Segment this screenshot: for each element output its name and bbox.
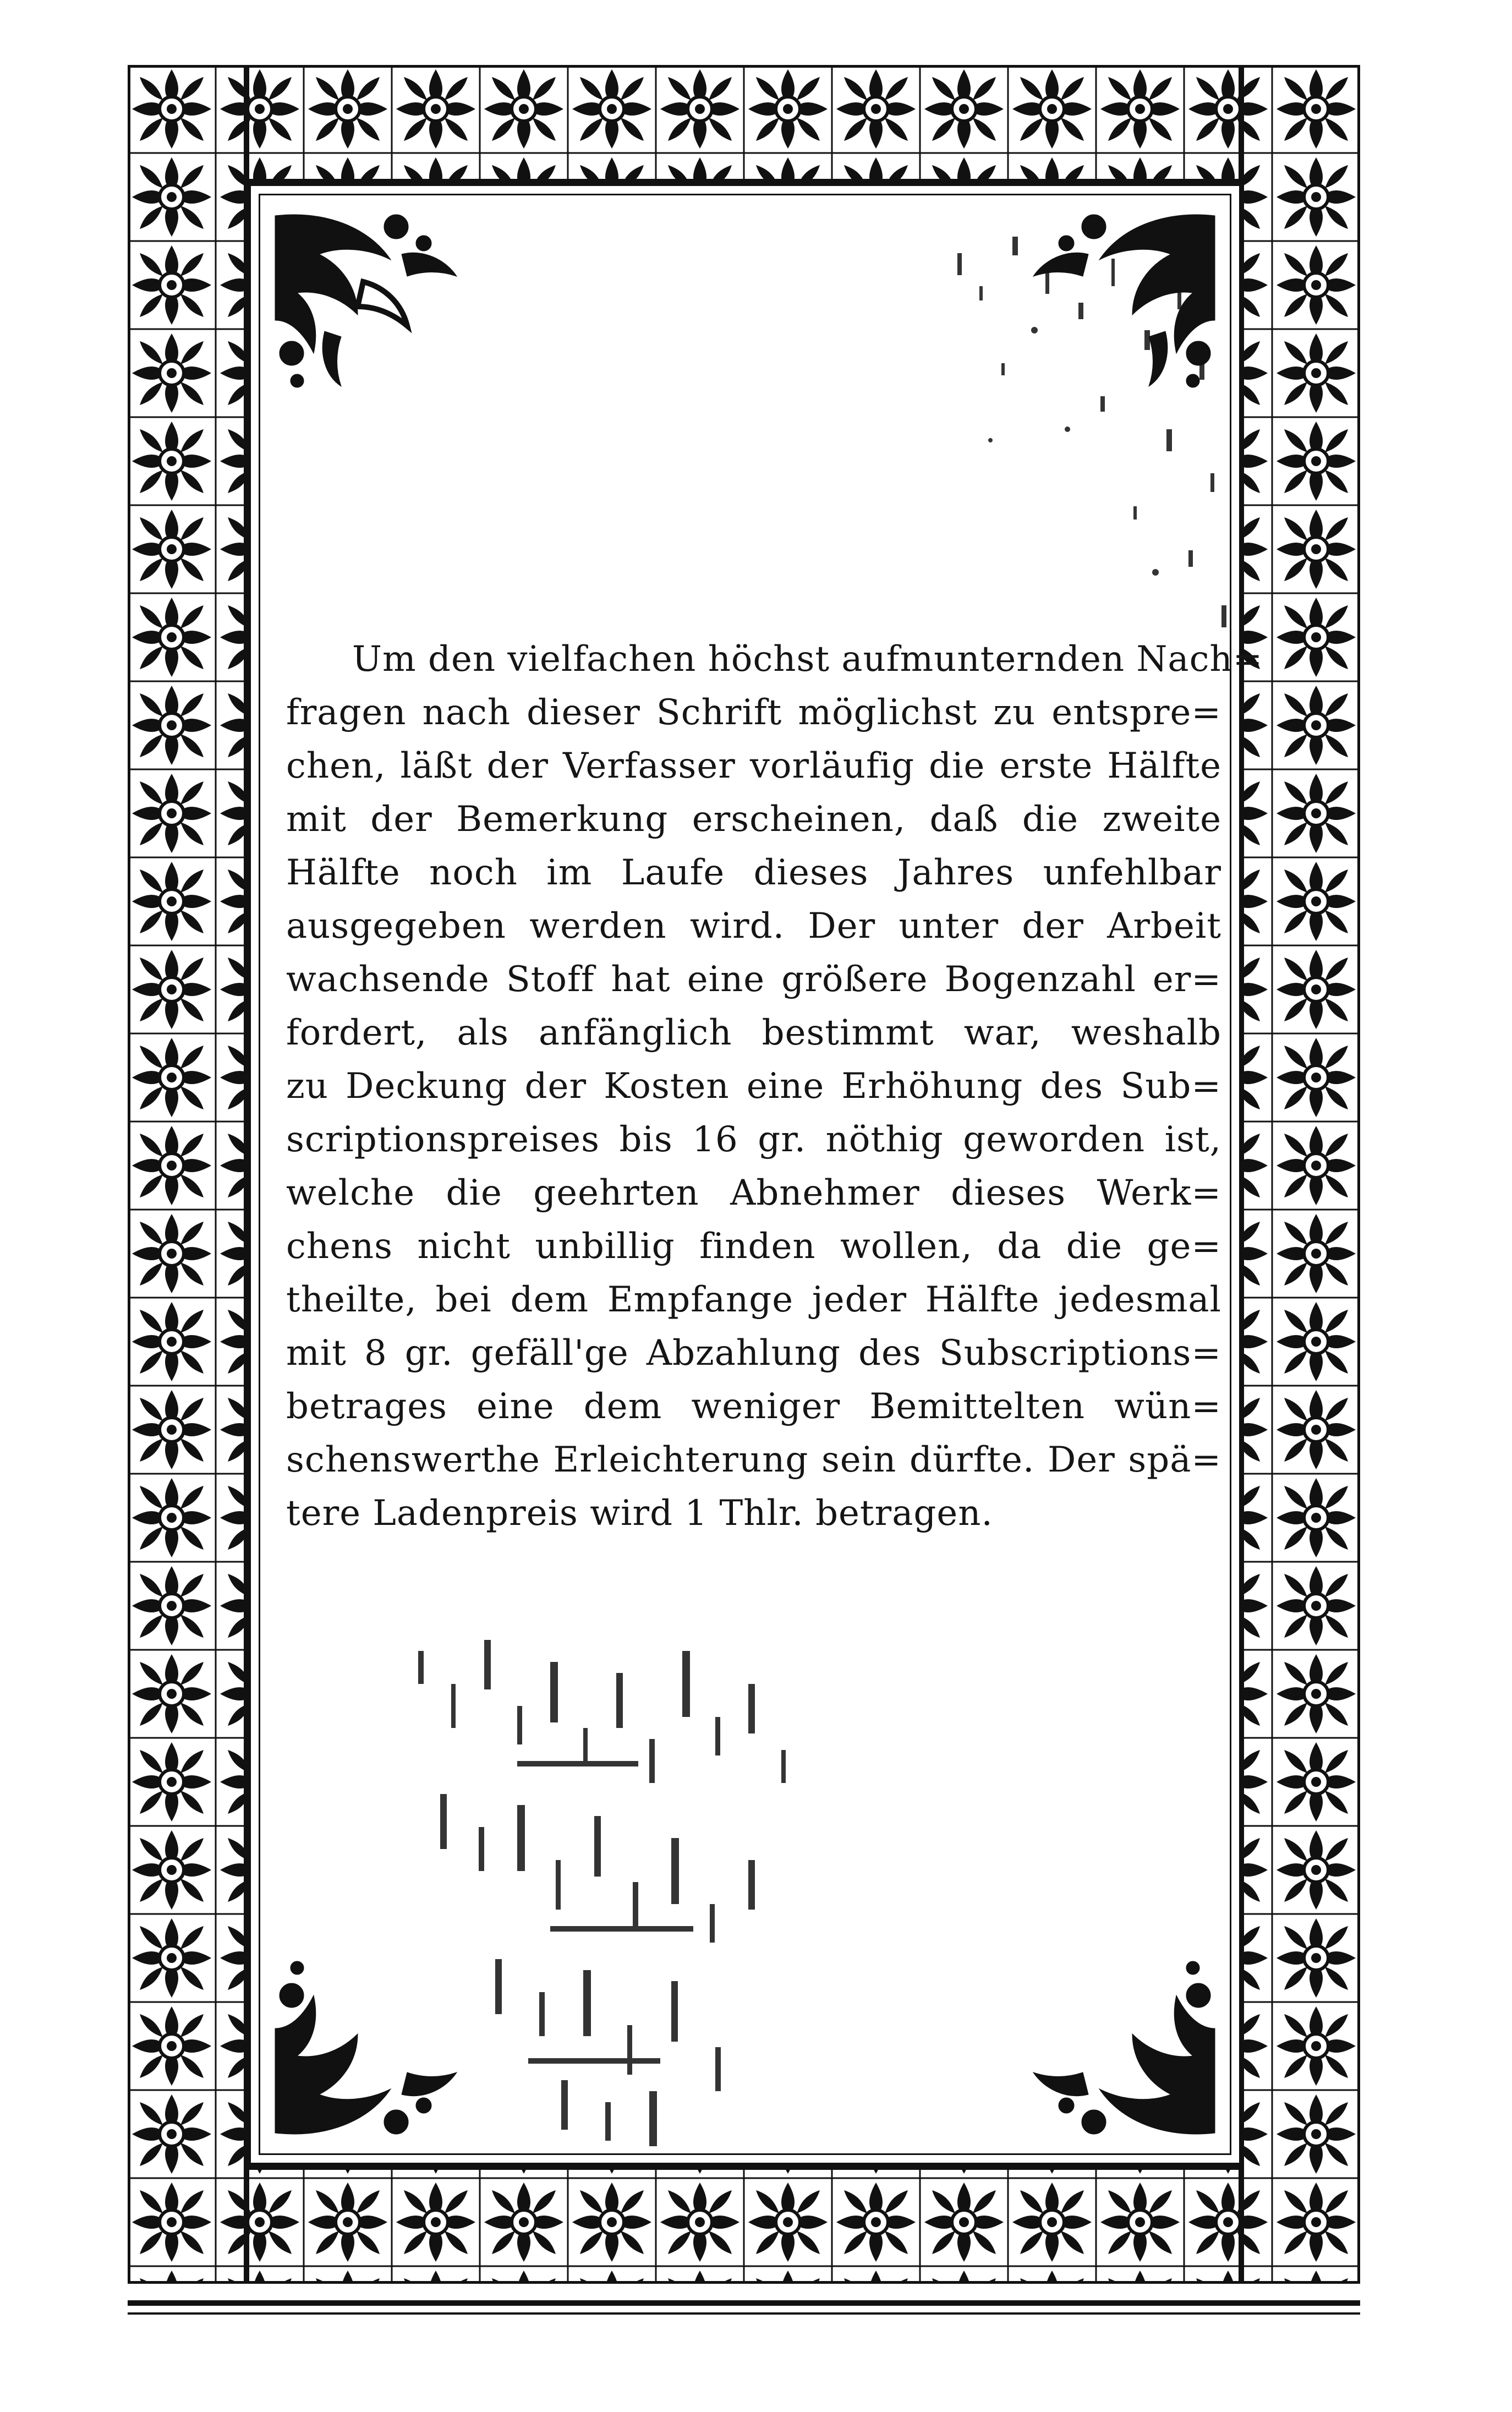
text-line: mit der Bemerkung erscheinen, daß die zweite [286,799,1221,840]
text-line: theilte, bei dem Empfange jeder Hälfte jedesmal [286,1279,1221,1320]
text-line: chen, läßt der Verfasser vorläufig die erste Hälfte [286,746,1221,786]
text-line: chens nicht unbillig finden wollen, da die ge= [286,1226,1221,1267]
corner-flourish-icon [259,194,545,480]
text-line: fordert, als anfänglich bestimmt war, weshalb [286,1013,1221,1053]
text-line: ausgegeben werden wird. Der unter der Arbeit [286,906,1221,947]
text-line: fragen nach dieser Schrift möglichst zu entspre= [286,692,1221,733]
text-line: tere Ladenpreis wird 1 Thlr. betragen. [286,1493,993,1534]
text-line: scriptionspreises bis 16 gr. nöthig geworden ist, [286,1119,1221,1160]
notice-paragraph [286,633,1263,1540]
text-line: wachsende Stoff hat eine größere Bogenzahl er= [286,959,1221,1000]
corner-flourish-icon [945,1869,1231,2155]
text-line: welche die geehrten Abnehmer dieses Werk= [286,1173,1221,1213]
text-line: mit 8 gr. gefäll'ge Abzahlung des Subscriptions= [286,1333,1221,1374]
bleed-through-speckle [385,1629,935,2168]
text-line: Um den vielfachen höchst aufmunternden Nach= [352,639,1263,680]
text-line: Hälfte noch im Laufe dieses Jahres unfehlbar [286,852,1221,893]
text-line: zu Deckung der Kosten eine Erhöhung des Sub= [286,1066,1221,1107]
text-line: schenswerthe Erleichterung sein dürfte. Der spä= [286,1440,1221,1480]
bottom-rule-thin [128,2312,1360,2315]
bottom-rule [128,2300,1360,2306]
text-line: betrages eine dem weniger Bemittelten wün= [286,1386,1221,1427]
